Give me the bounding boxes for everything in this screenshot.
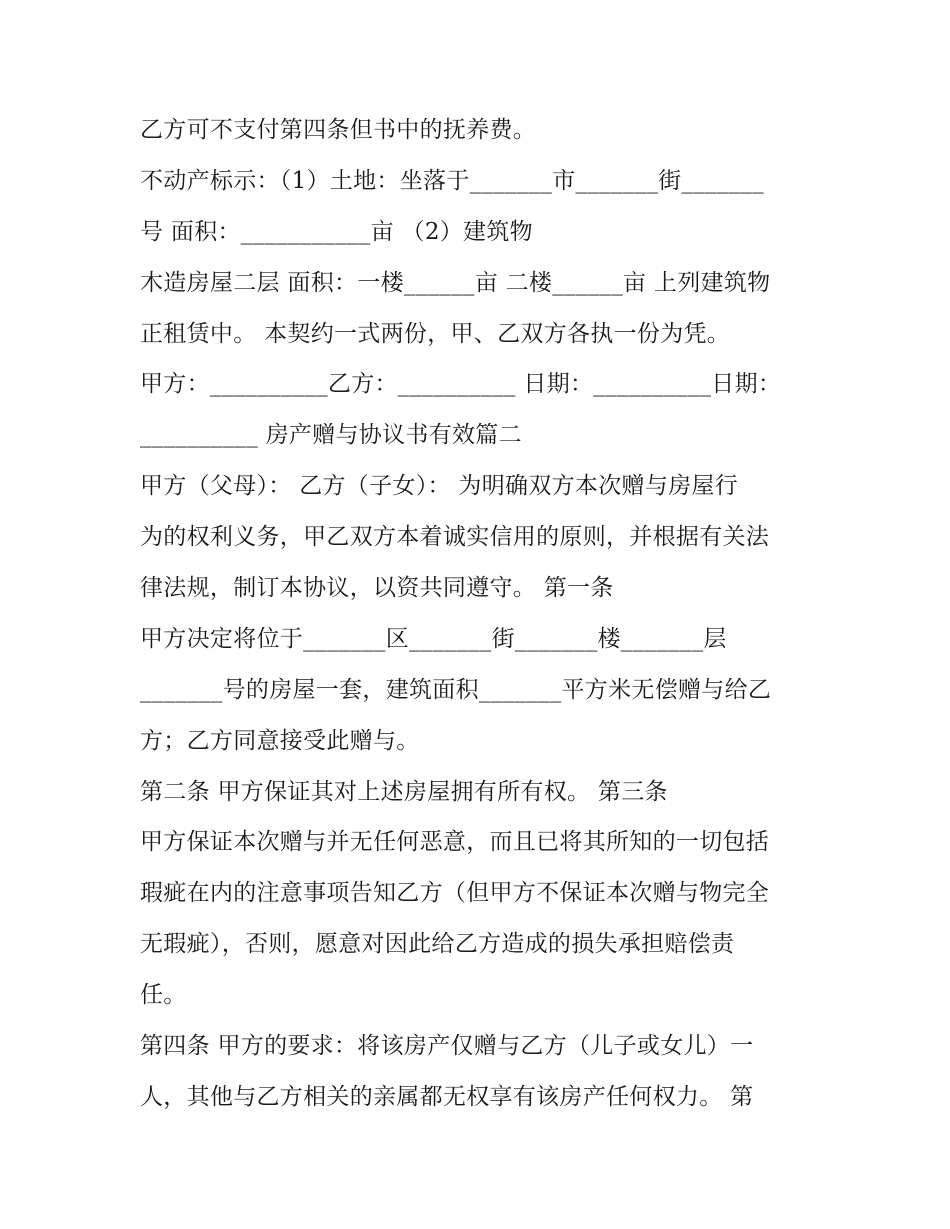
text-line: __________ 房产赠与协议书有效篇二	[140, 422, 522, 449]
text-line: 木造房屋二层 面积：一楼______亩 二楼______亩 上列建筑物	[140, 269, 771, 296]
text-line: 号 面积：___________亩 （2）建筑物	[140, 218, 533, 245]
text-line: 正租赁中。 本契约一式两份，甲、乙双方各执一份为凭。	[140, 320, 731, 347]
text-line: 人，其他与乙方相关的亲属都无权享有该房产任何权力。 第	[140, 1083, 754, 1110]
text-line: 乙方可不支付第四条但书中的抚养费。	[140, 117, 537, 143]
text-line: 不动产标示：（1）土地：坐落于_______市_______街_______	[140, 167, 765, 194]
text-line: 第四条 甲方的要求：将该房产仅赠与乙方（儿子或女儿）一	[140, 1033, 754, 1060]
text-line: 甲方：__________乙方：__________ 日期：__________日期：	[140, 371, 782, 398]
text-line: 甲方保证本次赠与并无任何恶意，而且已将其所知的一切包括	[140, 829, 770, 856]
text-line: _______号的房屋一套，建筑面积_______平方米无偿赠与给乙	[140, 676, 772, 703]
document-body	[140, 110, 820, 1128]
text-line: 律法规，制订本协议，以资共同遵守。 第一条	[140, 575, 614, 602]
text-line: 瑕疵在内的注意事项告知乙方（但甲方不保证本次赠与物完全	[140, 880, 770, 907]
text-line: 无瑕疵），否则，愿意对因此给乙方造成的损失承担赔偿责	[140, 931, 735, 958]
text-line: 甲方（父母）： 乙方（子女）： 为明确双方本次赠与房屋行	[140, 473, 739, 500]
text-line: 第二条 甲方保证其对上述房屋拥有所有权。 第三条	[140, 778, 668, 805]
text-line: 甲方决定将位于_______区_______街_______楼_______层	[140, 625, 727, 652]
text-line: 方；乙方同意接受此赠与。	[140, 727, 420, 754]
text-line: 为的权利义务，甲乙双方本着诚实信用的原则，并根据有关法	[140, 524, 770, 551]
text-line: 任。	[140, 982, 187, 1009]
